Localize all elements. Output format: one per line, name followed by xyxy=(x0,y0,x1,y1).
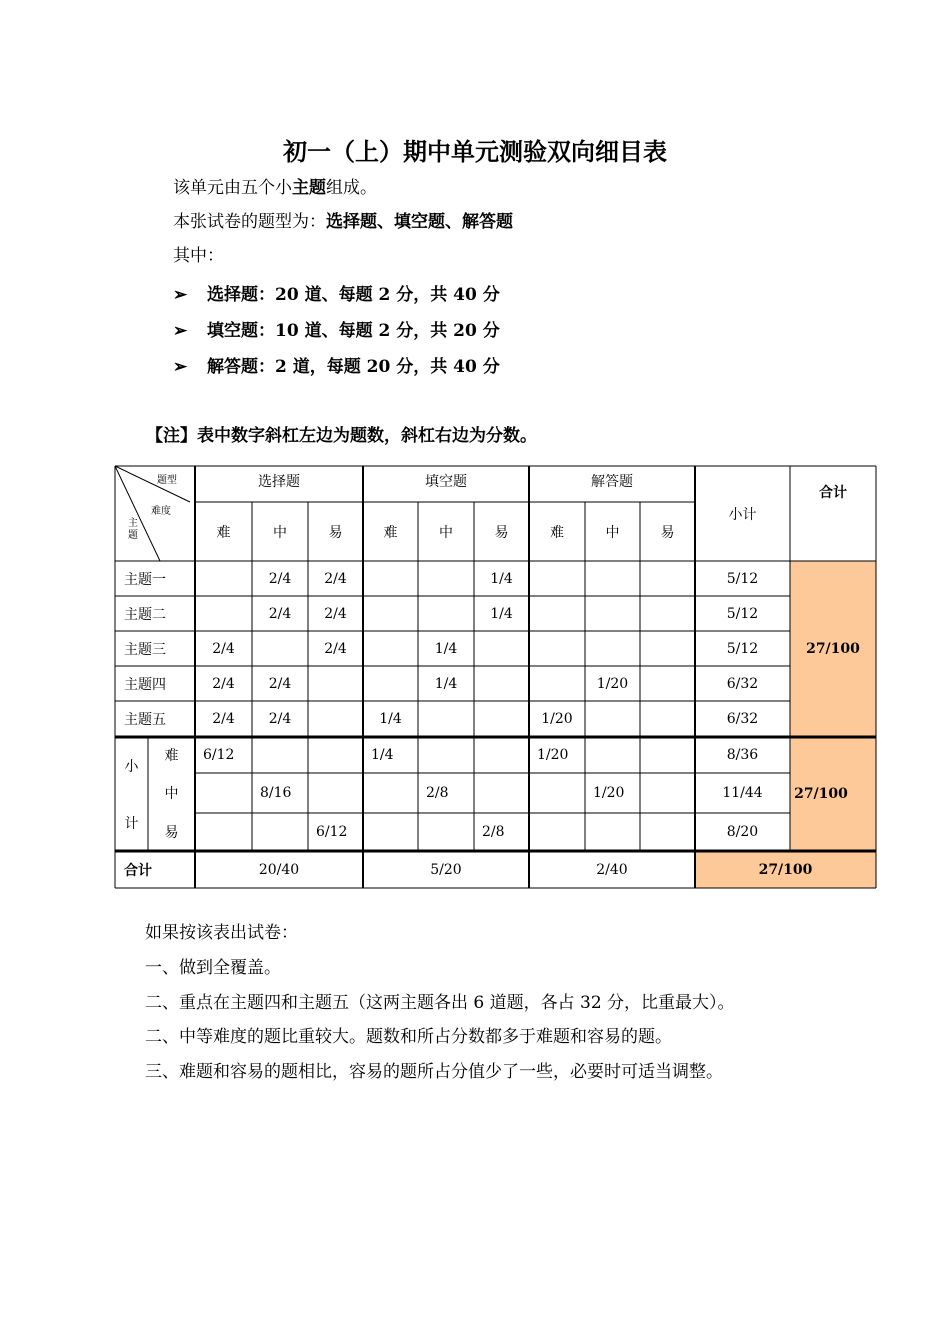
conclusion-line: 如果按该表出试卷： xyxy=(145,923,298,943)
value-cell xyxy=(529,631,585,666)
value-cell xyxy=(585,631,640,666)
value-cell xyxy=(585,701,640,737)
final-row-value: 5/20 xyxy=(430,861,462,878)
intro-bold-text: 选择题、填空题、解答题 xyxy=(326,212,513,232)
value-cell: 1/20 xyxy=(541,711,573,727)
value-cell xyxy=(363,596,418,631)
value-cell xyxy=(640,631,695,666)
value-cell xyxy=(252,631,308,666)
level-subtotal: 8/36 xyxy=(726,747,759,763)
value-cell: 1/20 xyxy=(537,747,569,763)
value-cell xyxy=(252,813,308,851)
level-header: 难 xyxy=(383,524,398,541)
value-cell xyxy=(195,561,252,596)
value-cell xyxy=(195,596,252,631)
intro-bold-text: 主题 xyxy=(292,178,326,198)
grand-total-cell: 27/100 xyxy=(758,861,813,878)
conclusion-line: 二、中等难度的题比重较大。题数和所占分数都多于难题和容易的题。 xyxy=(145,1027,672,1047)
value-cell xyxy=(474,701,529,737)
value-cell: 1/4 xyxy=(490,570,513,587)
final-row-value: 20/40 xyxy=(258,861,300,878)
subtotal-total-cell: 27/100 xyxy=(794,786,848,802)
level-subtotal: 8/20 xyxy=(726,824,759,840)
subtotal-block-label: 小 xyxy=(124,758,139,775)
conclusion-line: 三、难题和容易的题相比，容易的题所占分值少了一些，必要时可适当调整。 xyxy=(145,1062,723,1082)
value-cell xyxy=(585,737,640,773)
value-cell xyxy=(474,631,529,666)
value-cell xyxy=(418,813,474,851)
page-title: 初一（上）期中单元测验双向细目表 xyxy=(283,138,667,166)
value-cell xyxy=(252,737,308,773)
intro-text: 本张试卷的题型为： xyxy=(173,212,326,232)
topic-subtotal: 6/32 xyxy=(726,675,759,692)
intro-text: 该单元由五个小 xyxy=(173,178,292,198)
value-cell xyxy=(308,701,363,737)
intro-line-3: 其中： xyxy=(173,246,224,266)
value-cell xyxy=(529,773,585,813)
value-cell xyxy=(529,666,585,701)
subtotal-block-label: 计 xyxy=(124,815,139,832)
value-cell xyxy=(640,666,695,701)
value-cell xyxy=(195,773,252,813)
topic-label: 主题二 xyxy=(124,606,166,623)
topic-label: 主题三 xyxy=(124,641,166,658)
value-cell: 2/4 xyxy=(268,675,292,692)
value-cell: 2/4 xyxy=(268,605,292,622)
level-header: 易 xyxy=(494,524,509,541)
value-cell: 2/4 xyxy=(324,570,347,587)
value-cell xyxy=(529,596,585,631)
total-header: 合计 xyxy=(819,485,847,501)
value-cell xyxy=(640,561,695,596)
value-cell: 2/8 xyxy=(482,824,505,840)
type-header: 选择题 xyxy=(258,474,300,490)
value-cell xyxy=(529,561,585,596)
value-cell: 1/4 xyxy=(371,747,394,763)
level-subtotal: 11/44 xyxy=(722,785,763,801)
arrow-bullet-icon: ➢ xyxy=(173,285,188,305)
corner-difficulty-label: 难度 xyxy=(151,505,171,517)
value-cell: 2/4 xyxy=(324,640,347,657)
value-cell xyxy=(308,737,363,773)
level-header: 难 xyxy=(216,524,231,541)
bullet-text: 解答题：2 道，每题 20 分，共 40 分 xyxy=(207,357,500,377)
conclusion-line: 一、做到全覆盖。 xyxy=(145,958,281,978)
value-cell xyxy=(474,737,529,773)
final-row-label: 合计 xyxy=(124,862,152,879)
arrow-bullet-icon: ➢ xyxy=(173,357,188,377)
value-cell: 2/4 xyxy=(212,711,235,727)
topic-subtotal: 5/12 xyxy=(726,605,759,622)
level-header: 中 xyxy=(605,524,620,541)
table-note: 【注】表中数字斜杠左边为题数，斜杠右边为分数。 xyxy=(146,426,537,446)
value-cell xyxy=(640,773,695,813)
value-cell: 1/4 xyxy=(434,640,458,657)
value-cell xyxy=(418,561,474,596)
value-cell xyxy=(363,561,418,596)
level-header: 难 xyxy=(550,524,564,541)
level-header: 易 xyxy=(328,524,343,541)
level-header: 中 xyxy=(273,524,287,541)
bullet-text: 填空题：10 道、每题 2 分，共 20 分 xyxy=(207,321,500,341)
type-header: 解答题 xyxy=(591,474,633,490)
value-cell: 1/4 xyxy=(490,605,513,622)
value-cell xyxy=(363,773,418,813)
corner-type-label: 题型 xyxy=(157,474,177,486)
topic-total-cell: 27/100 xyxy=(806,641,860,657)
value-cell xyxy=(585,813,640,851)
value-cell xyxy=(308,773,363,813)
value-cell: 2/4 xyxy=(268,711,292,727)
level-header: 易 xyxy=(660,524,675,541)
value-cell: 6/12 xyxy=(316,824,348,840)
value-cell xyxy=(418,596,474,631)
value-cell xyxy=(585,561,640,596)
value-cell: 1/20 xyxy=(596,675,629,692)
topic-label: 主题一 xyxy=(124,571,166,588)
value-cell: 2/4 xyxy=(212,640,235,657)
arrow-bullet-icon: ➢ xyxy=(173,321,188,341)
final-row-value: 2/40 xyxy=(596,861,628,878)
value-cell xyxy=(363,666,418,701)
subtotal-level-label: 易 xyxy=(164,825,179,841)
value-cell: 2/4 xyxy=(212,675,235,692)
value-cell xyxy=(529,813,585,851)
topic-label: 主题四 xyxy=(124,676,166,693)
subtotal-header: 小计 xyxy=(728,506,757,523)
value-cell xyxy=(640,737,695,773)
value-cell: 8/16 xyxy=(260,785,292,801)
topic-subtotal: 6/32 xyxy=(726,711,759,727)
intro-text: 组成。 xyxy=(326,178,377,198)
value-cell xyxy=(474,773,529,813)
value-cell: 1/20 xyxy=(593,785,625,801)
value-cell xyxy=(363,631,418,666)
value-cell xyxy=(640,813,695,851)
corner-topic-label: 题 xyxy=(128,529,138,541)
subtotal-level-label: 难 xyxy=(164,748,179,764)
topic-subtotal: 5/12 xyxy=(726,640,759,657)
value-cell: 2/8 xyxy=(426,785,449,801)
type-header: 填空题 xyxy=(425,474,467,490)
value-cell: 1/4 xyxy=(379,711,402,727)
conclusion-line: 二、重点在主题四和主题五（这两主题各出 6 道题，各占 32 分，比重最大）。 xyxy=(145,993,735,1013)
value-cell xyxy=(585,596,640,631)
corner-topic-label: 主 xyxy=(128,517,138,529)
value-cell: 1/4 xyxy=(434,675,458,692)
value-cell xyxy=(363,813,418,851)
value-cell xyxy=(195,813,252,851)
value-cell xyxy=(418,701,474,737)
topic-subtotal: 5/12 xyxy=(726,570,759,587)
bullet-text: 选择题：20 道、每题 2 分，共 40 分 xyxy=(207,285,500,305)
value-cell xyxy=(640,596,695,631)
level-header: 中 xyxy=(439,524,453,541)
value-cell xyxy=(640,701,695,737)
subtotal-level-label: 中 xyxy=(164,786,179,802)
value-cell xyxy=(308,666,363,701)
value-cell: 2/4 xyxy=(268,570,292,587)
topic-label: 主题五 xyxy=(124,712,166,728)
value-cell xyxy=(474,666,529,701)
value-cell xyxy=(418,737,474,773)
value-cell: 6/12 xyxy=(203,747,235,763)
value-cell: 2/4 xyxy=(324,605,347,622)
